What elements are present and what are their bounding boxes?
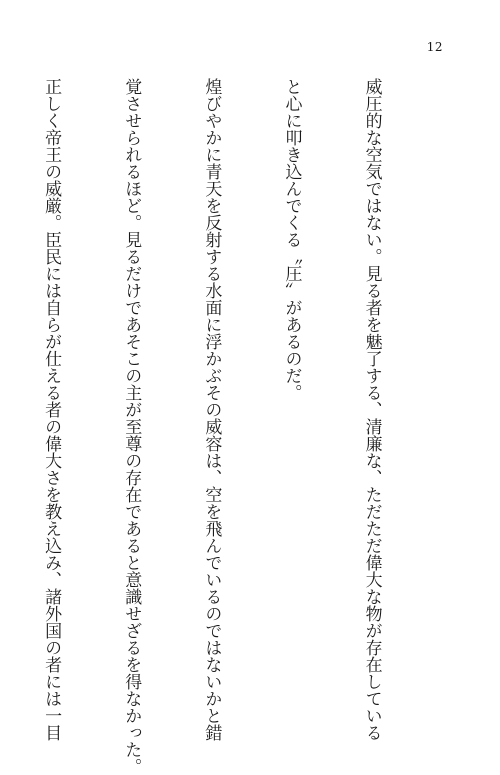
page-number: 12 xyxy=(426,40,443,54)
text-line: 威圧的な空気ではない。見る者を魅了する、清廉な、ただただ偉大な物が存在している xyxy=(361,78,382,741)
body-text xyxy=(0,78,438,775)
text-line: 正しく帝王の威厳。臣民には自らが仕える者の偉大さを教え込み、諸外国の者には一目 xyxy=(41,78,62,741)
text-line: 煌びやかに青天を反射する水面に浮かぶその威容は、空を飛んでいるのではないかと錯 xyxy=(201,78,222,741)
text-line: と心に叩き込んでくる〝圧〟があるのだ。 xyxy=(281,78,302,401)
text-line: 覚させられるほど。見るだけであそこの主が至尊の存在であると意識せざるを得なかった。 xyxy=(121,78,142,775)
